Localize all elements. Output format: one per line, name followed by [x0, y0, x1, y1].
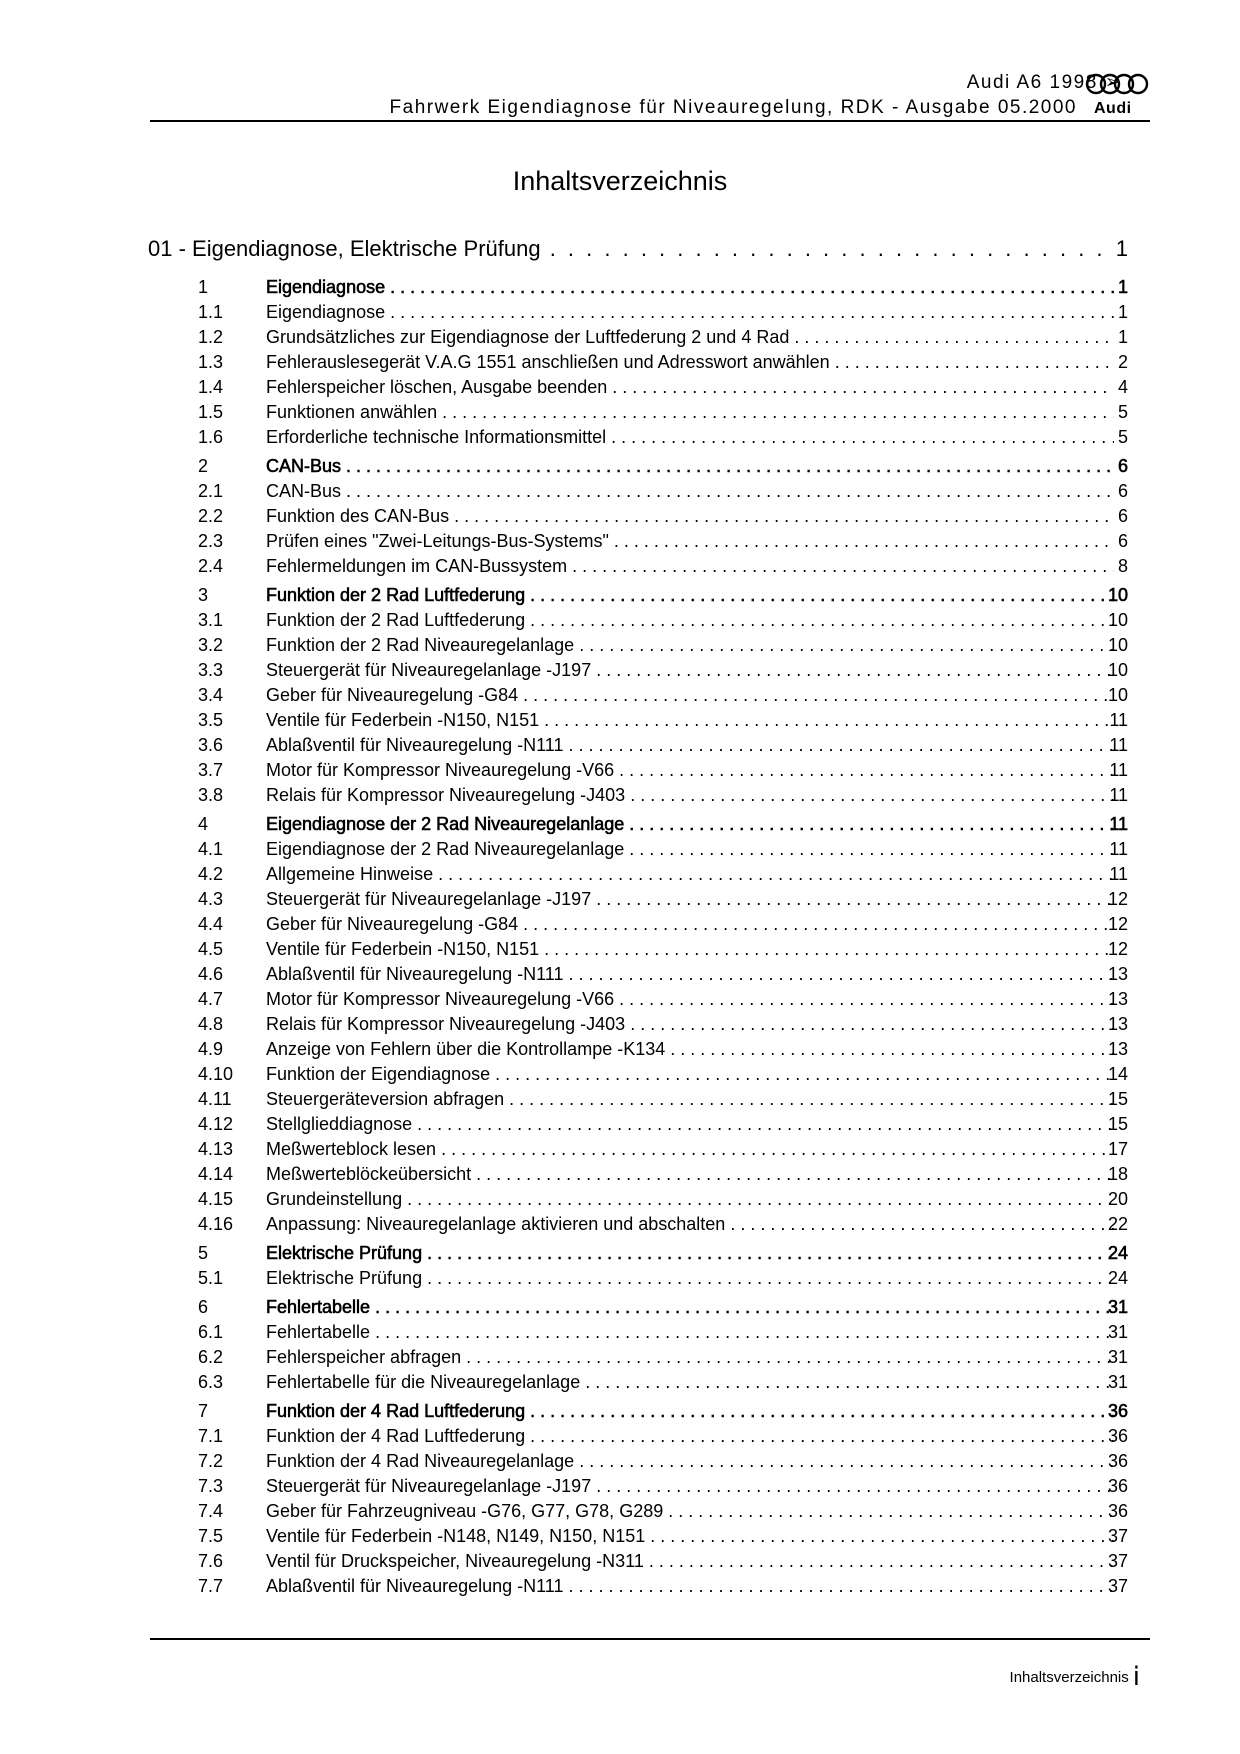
entry-title: Fehlertabelle für die Niveauregelanlage: [266, 1372, 581, 1392]
toc-chapter[interactable]: [148, 236, 1128, 266]
entry-page: 10: [1107, 635, 1128, 655]
toc-entry[interactable]: [148, 1063, 1128, 1088]
entry-title: Allgemeine Hinweise: [266, 864, 434, 884]
entry-number: 5.1: [198, 1268, 224, 1288]
entry-number: 1.6: [198, 427, 224, 447]
toc-entry[interactable]: [148, 480, 1128, 505]
audi-rings-icon: [1085, 72, 1149, 96]
entry-page: 11: [1109, 785, 1128, 805]
entry-number: 3: [198, 585, 209, 605]
toc-entry[interactable]: [148, 1013, 1128, 1038]
entry-page: 36: [1107, 1401, 1128, 1421]
entry-title: Fehlerspeicher abfragen: [266, 1347, 462, 1367]
entry-number: 4.7: [198, 989, 224, 1009]
entry-page: 17: [1107, 1139, 1128, 1159]
toc-section: [148, 584, 1128, 809]
entry-number: 1.5: [198, 402, 224, 422]
entry-number: 2.4: [198, 556, 224, 576]
header-model: Audi A6 1998 ➢: [966, 72, 1122, 93]
entry-page: 6: [1117, 531, 1128, 551]
entry-page: 11: [1109, 735, 1128, 755]
entry-page: 6: [1117, 456, 1128, 476]
entry-page: 24: [1107, 1268, 1128, 1288]
entry-page: 13: [1107, 1039, 1128, 1059]
entry-number: 7.3: [198, 1476, 224, 1496]
table-of-contents: [148, 236, 1128, 1600]
entry-page: 5: [1117, 402, 1128, 422]
entry-title: Funktionen anwählen: [266, 402, 438, 422]
page-footer: [1010, 1662, 1140, 1692]
toc-entry[interactable]: [148, 709, 1128, 734]
entry-page: 2: [1117, 352, 1128, 372]
entry-page: 31: [1107, 1322, 1128, 1342]
entry-page: 36: [1107, 1476, 1128, 1496]
entry-number: 4.12: [198, 1114, 234, 1134]
toc-entry[interactable]: [148, 684, 1128, 709]
entry-page: 10: [1107, 585, 1128, 605]
entry-title: Geber für Niveauregelung -G84: [266, 685, 519, 705]
entry-title: Fehlertabelle: [266, 1297, 371, 1317]
entry-title: Eigendiagnose der 2 Rad Niveauregelanlage: [266, 814, 625, 834]
entry-page: 10: [1107, 685, 1128, 705]
entry-page: 11: [1109, 814, 1128, 834]
header-divider: [150, 120, 1150, 122]
toc-entry[interactable]: [148, 784, 1128, 809]
entry-title: CAN-Bus: [266, 481, 342, 501]
entry-number: 7.7: [198, 1576, 224, 1596]
page-number: i: [1132, 1662, 1140, 1692]
entry-number: 2.2: [198, 506, 224, 526]
toc-entry[interactable]: [148, 1371, 1128, 1396]
entry-page: 14: [1107, 1064, 1128, 1084]
entry-title: Fehlerspeicher löschen, Ausgabe beenden: [266, 377, 608, 397]
toc-entry[interactable]: [148, 863, 1128, 888]
toc-entry[interactable]: [148, 376, 1128, 401]
toc-entry[interactable]: [148, 1163, 1128, 1188]
toc-section: [148, 276, 1128, 451]
entry-number: 6.1: [198, 1322, 224, 1342]
entry-title: Relais für Kompressor Niveauregelung -J403: [266, 1014, 626, 1034]
toc-entry[interactable]: [148, 734, 1128, 759]
entry-number: 4.1: [198, 839, 224, 859]
toc-section-heading[interactable]: [148, 455, 1128, 480]
entry-number: 5: [198, 1243, 209, 1263]
toc-entry[interactable]: [148, 1500, 1128, 1525]
entry-page: 20: [1107, 1189, 1128, 1209]
toc-entry[interactable]: [148, 938, 1128, 963]
entry-number: 1.2: [198, 327, 224, 347]
entry-page: 13: [1107, 964, 1128, 984]
entry-page: 12: [1107, 914, 1128, 934]
entry-number: 4.10: [198, 1064, 234, 1084]
toc-entry[interactable]: [148, 1575, 1128, 1600]
toc-entry[interactable]: [148, 759, 1128, 784]
entry-title: Funktion der 4 Rad Luftfederung: [266, 1401, 526, 1421]
entry-title: Elektrische Prüfung: [266, 1268, 423, 1288]
entry-number: 4.8: [198, 1014, 224, 1034]
entry-title: Ablaßventil für Niveauregelung -N111: [266, 1576, 564, 1596]
toc-section: [148, 813, 1128, 1238]
entry-title: CAN-Bus: [266, 456, 342, 476]
entry-page: 10: [1107, 610, 1128, 630]
entry-title: Funktion der 4 Rad Niveauregelanlage: [266, 1451, 575, 1471]
entry-title: Fehlerauslesegerät V.A.G 1551 anschließen und Adresswort anwählen: [266, 352, 830, 372]
entry-title: Relais für Kompressor Niveauregelung -J403: [266, 785, 626, 805]
entry-page: 11: [1109, 760, 1128, 780]
toc-entry[interactable]: [148, 1475, 1128, 1500]
entry-page: 15: [1107, 1114, 1128, 1134]
toc-entry[interactable]: [148, 1138, 1128, 1163]
entry-page: 1: [1117, 277, 1128, 297]
entry-number: 6: [198, 1297, 209, 1317]
entry-page: 37: [1107, 1526, 1128, 1546]
entry-title: Steuergerät für Niveauregelanlage -J197: [266, 889, 592, 909]
toc-entry[interactable]: [148, 988, 1128, 1013]
entry-number: 3.6: [198, 735, 224, 755]
entry-page: 11: [1109, 839, 1128, 859]
toc-entry[interactable]: [148, 609, 1128, 634]
entry-page: 10: [1107, 660, 1128, 680]
brand-wordmark: Audi: [1094, 100, 1132, 117]
entry-title: Ventile für Federbein -N150, N151: [266, 710, 540, 730]
toc-entry[interactable]: [148, 1346, 1128, 1371]
entry-number: 4.16: [198, 1214, 234, 1234]
entry-number: 7: [198, 1401, 209, 1421]
entry-page: 11: [1109, 864, 1128, 884]
entry-page: 18: [1107, 1164, 1128, 1184]
entry-number: 7.1: [198, 1426, 224, 1446]
toc-section-heading[interactable]: [148, 1296, 1128, 1321]
entry-number: 4.6: [198, 964, 224, 984]
entry-title: Funktion der 2 Rad Luftfederung: [266, 585, 526, 605]
entry-number: 3.7: [198, 760, 224, 780]
toc-entry[interactable]: [148, 326, 1128, 351]
page-title: Inhaltsverzeichnis: [512, 166, 728, 196]
entry-title: Geber für Niveauregelung -G84: [266, 914, 519, 934]
entry-number: 4.2: [198, 864, 224, 884]
entry-number: 3.2: [198, 635, 224, 655]
entry-number: 7.4: [198, 1501, 224, 1521]
entry-page: 6: [1117, 481, 1128, 501]
toc-section: [148, 1400, 1128, 1600]
entry-page: 36: [1107, 1451, 1128, 1471]
entry-title: Funktion der 2 Rad Niveauregelanlage: [266, 635, 575, 655]
entry-page: 31: [1107, 1297, 1128, 1317]
entry-page: 15: [1107, 1089, 1128, 1109]
entry-page: 24: [1107, 1243, 1128, 1263]
entry-number: 3.4: [198, 685, 224, 705]
entry-title: Motor für Kompressor Niveauregelung -V66: [266, 989, 615, 1009]
toc-section-heading[interactable]: [148, 1242, 1128, 1267]
entry-page: 1: [1117, 302, 1128, 322]
entry-number: 2.3: [198, 531, 224, 551]
footer-divider: [150, 1638, 1150, 1640]
toc-section-heading[interactable]: [148, 276, 1128, 301]
entry-page: 5: [1117, 427, 1128, 447]
entry-number: 3.3: [198, 660, 224, 680]
toc-entry[interactable]: [148, 351, 1128, 376]
entry-title: Ablaßventil für Niveauregelung -N111: [266, 964, 564, 984]
entry-number: 4.5: [198, 939, 224, 959]
toc-entry[interactable]: [148, 838, 1128, 863]
entry-page: 13: [1107, 1014, 1128, 1034]
entry-title: Funktion der Eigendiagnose: [266, 1064, 491, 1084]
entry-page: 36: [1107, 1501, 1128, 1521]
entry-title: Grundsätzliches zur Eigendiagnose der Luftfederung 2 und 4 Rad: [266, 327, 790, 347]
toc-entry[interactable]: [148, 426, 1128, 451]
toc-entry[interactable]: [148, 1550, 1128, 1575]
toc-entry[interactable]: [148, 301, 1128, 326]
entry-number: 3.5: [198, 710, 224, 730]
entry-title: Funktion des CAN-Bus: [266, 506, 450, 526]
entry-title: Ventile für Federbein -N148, N149, N150, N151: [266, 1526, 646, 1546]
entry-title: Fehlermeldungen im CAN-Bussystem: [266, 556, 568, 576]
toc-entry[interactable]: [148, 1525, 1128, 1550]
entry-title: Steuergeräteversion abfragen: [266, 1089, 505, 1109]
entry-title: Steuergerät für Niveauregelanlage -J197: [266, 1476, 592, 1496]
toc-entry[interactable]: [148, 1188, 1128, 1213]
entry-title: Stellglieddiagnose: [266, 1114, 413, 1134]
entry-number: 4.11: [198, 1089, 232, 1109]
entry-title: Elektrische Prüfung: [266, 1243, 423, 1263]
entry-number: 2.1: [198, 481, 224, 501]
entry-number: 1.1: [198, 302, 224, 322]
entry-page: 31: [1107, 1347, 1128, 1367]
toc-entry[interactable]: [148, 1425, 1128, 1450]
entry-title: Prüfen eines "Zwei-Leitungs-Bus-Systems": [266, 531, 609, 551]
entry-number: 4.13: [198, 1139, 234, 1159]
entry-title: Anpassung: Niveauregelanlage aktivieren und abschalten: [266, 1214, 726, 1234]
entry-page: 36: [1107, 1426, 1128, 1446]
toc-section: [148, 1242, 1128, 1292]
entry-title: Funktion der 4 Rad Luftfederung: [266, 1426, 526, 1446]
chapter-page: 1: [1115, 236, 1128, 261]
toc-entry[interactable]: [148, 401, 1128, 426]
entry-title: Meßwerteblock lesen: [266, 1139, 437, 1159]
entry-number: 3.1: [198, 610, 224, 630]
entry-number: 4.3: [198, 889, 224, 909]
toc-section: [148, 455, 1128, 580]
chapter-title: 01 - Eigendiagnose, Elektrische Prüfung: [148, 236, 541, 261]
toc-entry[interactable]: [148, 505, 1128, 530]
entry-number: 7.2: [198, 1451, 224, 1471]
toc-entry[interactable]: [148, 1113, 1128, 1138]
toc-entry[interactable]: [148, 888, 1128, 913]
entry-number: 7.5: [198, 1526, 224, 1546]
entry-title: Geber für Fahrzeugniveau -G76, G77, G78, G289: [266, 1501, 664, 1521]
toc-entry[interactable]: [148, 963, 1128, 988]
toc-section-heading[interactable]: [148, 813, 1128, 838]
entry-number: 4.9: [198, 1039, 224, 1059]
header-subtitle: Fahrwerk Eigendiagnose für Niveauregelung, RDK - Ausgabe 05.2000: [389, 97, 1077, 118]
page-header: [0, 0, 1240, 130]
entry-page: 1: [1117, 327, 1128, 347]
toc-section-heading[interactable]: [148, 584, 1128, 609]
entry-page: 12: [1107, 889, 1128, 909]
entry-title: Meßwerteblöckeübersicht: [266, 1164, 472, 1184]
toc-entry[interactable]: [148, 1321, 1128, 1346]
entry-title: Funktion der 2 Rad Luftfederung: [266, 610, 526, 630]
toc-section: [148, 1296, 1128, 1396]
entry-number: 1.4: [198, 377, 224, 397]
toc-entry[interactable]: [148, 1213, 1128, 1238]
entry-number: 4: [198, 814, 209, 834]
toc-entry[interactable]: [148, 913, 1128, 938]
entry-page: 4: [1117, 377, 1128, 397]
toc-entry[interactable]: [148, 659, 1128, 684]
entry-page: 22: [1107, 1214, 1128, 1234]
toc-section-heading[interactable]: [148, 1400, 1128, 1425]
entry-title: Steuergerät für Niveauregelanlage -J197: [266, 660, 592, 680]
entry-number: 1: [198, 277, 209, 297]
entry-number: 4.15: [198, 1189, 234, 1209]
entry-page: 37: [1107, 1551, 1128, 1571]
entry-title: Motor für Kompressor Niveauregelung -V66: [266, 760, 615, 780]
entry-number: 4.4: [198, 914, 224, 934]
entry-page: 31: [1107, 1372, 1128, 1392]
entry-title: Erforderliche technische Informationsmittel: [266, 427, 607, 447]
entry-title: Grundeinstellung: [266, 1189, 403, 1209]
toc-entry[interactable]: [148, 1038, 1128, 1063]
toc-entry[interactable]: [148, 1450, 1128, 1475]
entry-page: 12: [1107, 939, 1128, 959]
entry-page: 13: [1107, 989, 1128, 1009]
entry-page: 6: [1117, 506, 1128, 526]
entry-number: 2: [198, 456, 209, 476]
footer-label: Inhaltsverzeichnis: [1009, 1669, 1129, 1686]
entry-title: Eigendiagnose der 2 Rad Niveauregelanlage: [266, 839, 625, 859]
entry-number: 6.2: [198, 1347, 224, 1367]
entry-page: 11: [1109, 710, 1128, 730]
entry-number: 7.6: [198, 1551, 224, 1571]
entry-number: 4.14: [198, 1164, 234, 1184]
toc-entry[interactable]: [148, 634, 1128, 659]
entry-title: Ventile für Federbein -N150, N151: [266, 939, 540, 959]
toc-entry[interactable]: [148, 1267, 1128, 1292]
entry-page: 37: [1107, 1576, 1128, 1596]
toc-entry[interactable]: [148, 530, 1128, 555]
entry-page: 8: [1117, 556, 1128, 576]
entry-title: Ventil für Druckspeicher, Niveauregelung -N311: [266, 1551, 644, 1571]
entry-number: 1.3: [198, 352, 224, 372]
entry-title: Ablaßventil für Niveauregelung -N111: [266, 735, 564, 755]
toc-entry[interactable]: [148, 555, 1128, 580]
entry-title: Eigendiagnose: [266, 277, 386, 297]
toc-entry[interactable]: [148, 1088, 1128, 1113]
entry-title: Eigendiagnose: [266, 302, 386, 322]
entry-title: Anzeige von Fehlern über die Kontrollampe -K134: [266, 1039, 666, 1059]
entry-number: 6.3: [198, 1372, 224, 1392]
entry-number: 3.8: [198, 785, 224, 805]
entry-title: Fehlertabelle: [266, 1322, 371, 1342]
